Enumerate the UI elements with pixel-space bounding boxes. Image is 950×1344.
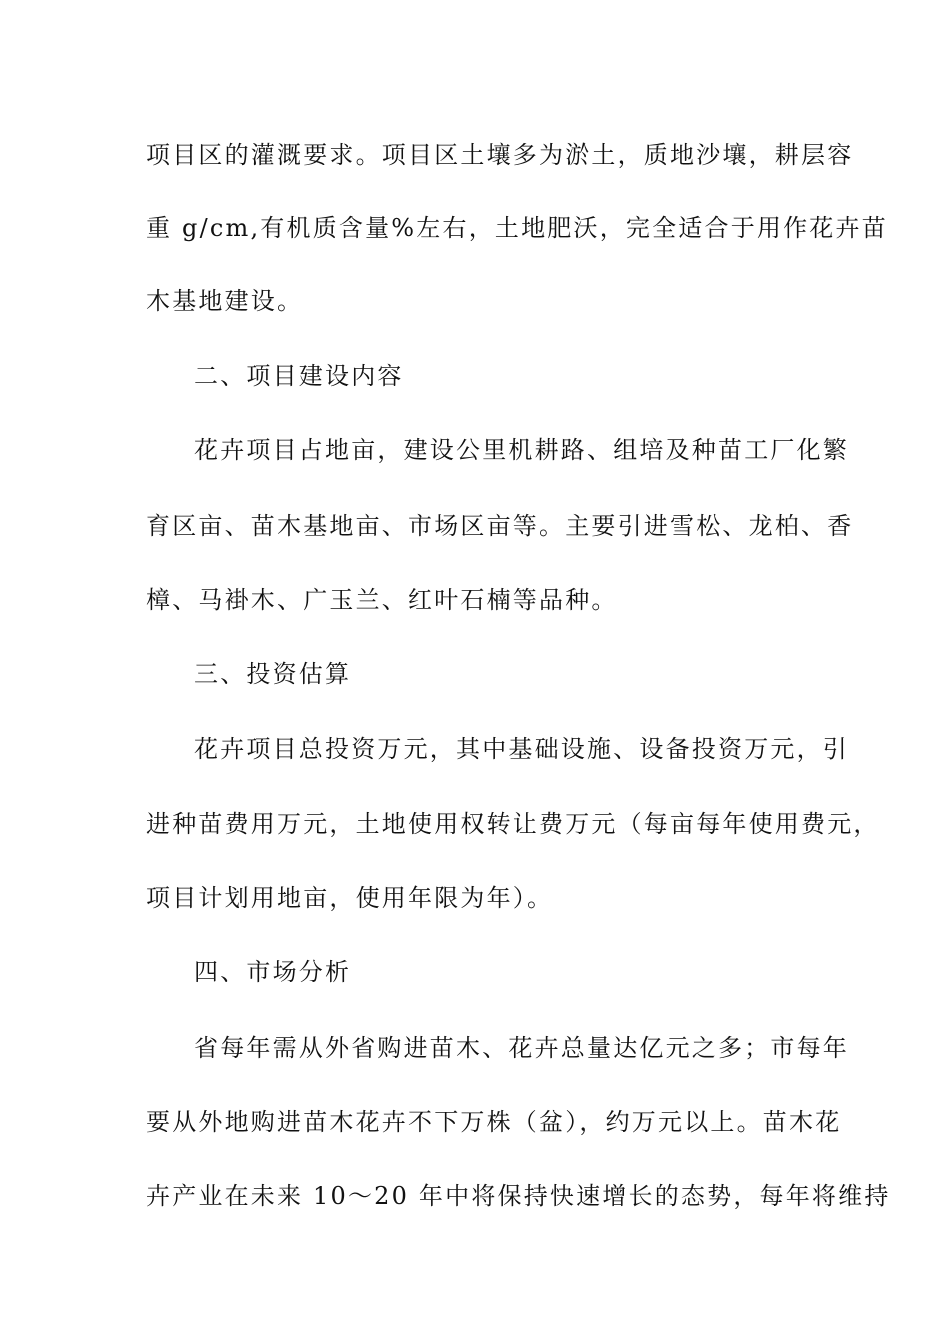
paragraph-line: 花卉项目总投资万元，其中基础设施、设备投资万元，引 <box>194 735 849 763</box>
paragraph-line: 项目区的灌溉要求。项目区土壤多为淤土，质地沙壤，耕层容 <box>146 141 854 169</box>
paragraph-line: 进种苗费用万元，土地使用权转让费万元（每亩每年使用费元， <box>146 810 880 838</box>
paragraph-line: 花卉项目占地亩，建设公里机耕路、组培及种苗工厂化繁 <box>194 436 849 464</box>
section-heading: 三、投资估算 <box>194 660 352 688</box>
paragraph-line: 卉产业在未来 10～20 年中将保持快速增长的态势，每年将维持 <box>146 1182 891 1210</box>
paragraph-line: 要从外地购进苗木花卉不下万株（盆），约万元以上。苗木花 <box>146 1108 842 1136</box>
paragraph-line: 木基地建设。 <box>146 287 304 315</box>
section-heading: 四、市场分析 <box>194 958 352 986</box>
paragraph-line: 育区亩、苗木基地亩、市场区亩等。主要引进雪松、龙柏、香 <box>146 512 854 540</box>
paragraph-line: 重 g/cm,有机质含量%左右，土地肥沃，完全适合于用作花卉苗 <box>146 214 888 242</box>
paragraph-line: 项目计划用地亩，使用年限为年）。 <box>146 884 554 912</box>
section-heading: 二、项目建设内容 <box>194 362 404 390</box>
paragraph-line: 省每年需从外省购进苗木、花卉总量达亿元之多；市每年 <box>194 1034 849 1062</box>
paragraph-line: 樟、马褂木、广玉兰、红叶石楠等品种。 <box>146 586 618 614</box>
